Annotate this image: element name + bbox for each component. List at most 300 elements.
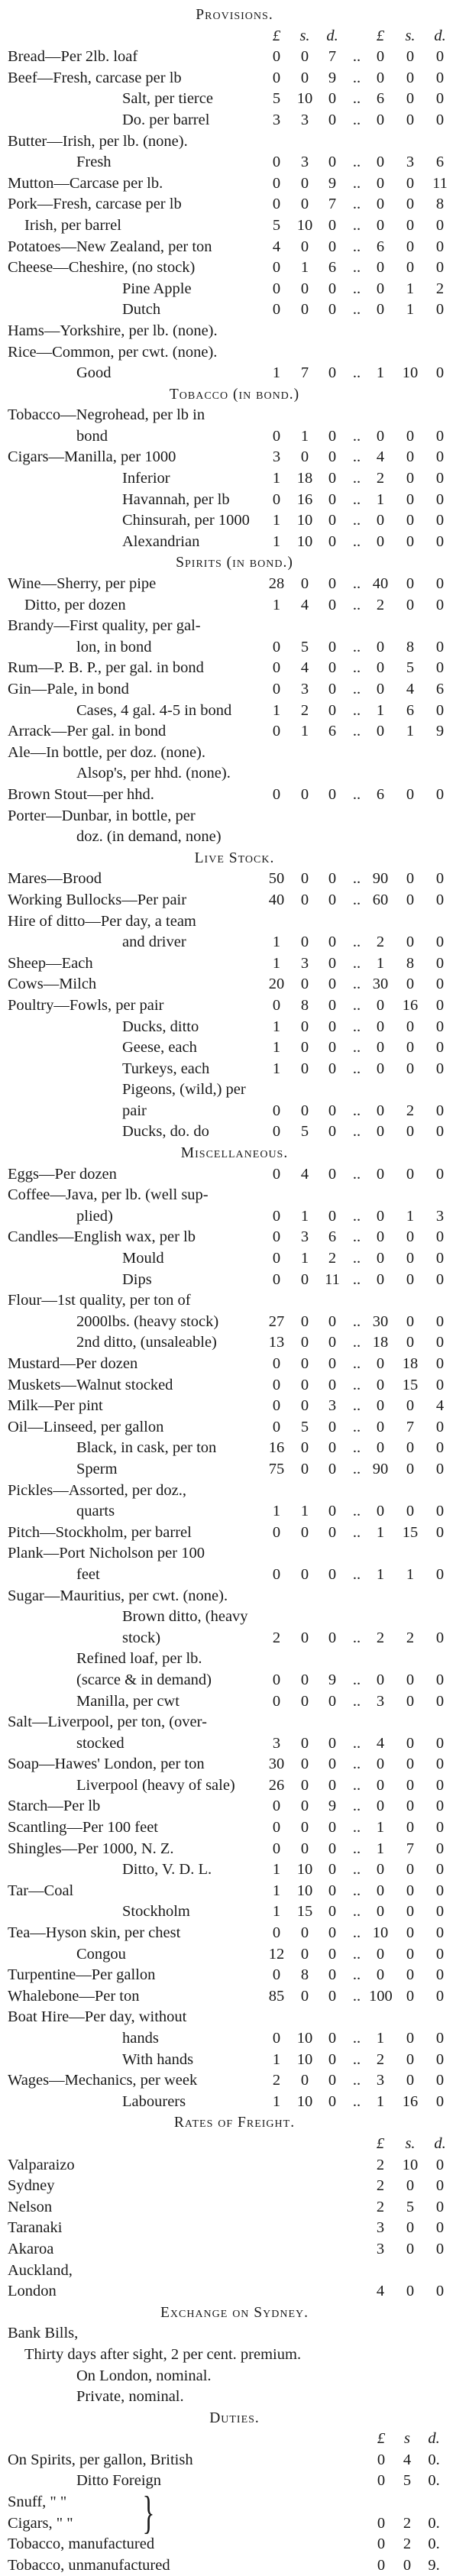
price-value: 0 <box>406 2030 415 2047</box>
price-value: 2 <box>376 2156 385 2173</box>
price-row <box>8 1375 461 1396</box>
price-value: 0 <box>406 1671 415 1688</box>
price-row <box>8 574 461 595</box>
row-label: Black, in cask, per ton <box>76 1439 217 1457</box>
price-row <box>8 1459 461 1481</box>
price-row <box>8 1270 461 1291</box>
duty-value: 0 <box>377 2451 386 2468</box>
price-row <box>8 1121 461 1143</box>
price-value: 0 <box>300 1460 309 1477</box>
price-row <box>8 1775 461 1797</box>
row-label: Chinsurah, per 1000 <box>122 512 250 529</box>
price-row <box>8 1901 461 1923</box>
price-value: 100 <box>369 1987 393 2005</box>
price-value: 1 <box>376 2030 385 2047</box>
price-value: 1 <box>272 1903 281 1921</box>
price-value: 0 <box>328 1924 337 1942</box>
range-separator: .. <box>352 1503 361 1520</box>
price-value: 0 <box>435 1798 445 1815</box>
price-value: 0 <box>406 1060 415 1077</box>
price-value: 0 <box>376 1776 385 1794</box>
price-value: 20 <box>268 976 285 993</box>
price-value: 1 <box>272 470 281 487</box>
price-value: 0 <box>328 891 337 908</box>
range-separator: .. <box>352 996 361 1014</box>
price-value: 1 <box>272 1060 281 1077</box>
price-value: 0 <box>376 1355 385 1372</box>
section-title: Exchange on Sydney. <box>160 2304 309 2321</box>
price-row <box>8 1037 461 1059</box>
price-value: 0 <box>300 1840 309 1857</box>
price-value: 0 <box>376 1756 385 1773</box>
duty-value: 0 <box>377 2536 386 2553</box>
price-row <box>8 321 461 342</box>
price-value: 0 <box>435 638 445 655</box>
row-label: 2nd ditto, (unsaleable) <box>76 1334 217 1351</box>
range-separator: .. <box>352 1819 361 1837</box>
price-value: 0 <box>435 1840 445 1857</box>
duty-label: Tobacco, unmanufactured <box>8 2556 170 2574</box>
price-value: 0 <box>435 1966 445 1984</box>
price-value: 1 <box>300 1503 309 1520</box>
price-value: 0 <box>406 976 415 993</box>
price-value: 0 <box>328 870 337 888</box>
price-value: 0 <box>376 1270 385 1288</box>
row-label: Sydney <box>8 2177 55 2195</box>
price-value: 0 <box>328 1018 337 1035</box>
row-label: Whalebone—Per ton <box>8 1987 140 2005</box>
price-value: 0 <box>406 532 415 550</box>
price-row <box>8 1227 461 1248</box>
price-value: 0 <box>272 301 281 319</box>
price-value: 3 <box>376 2219 385 2237</box>
price-value: 0 <box>328 659 337 677</box>
price-value: 1 <box>272 2092 281 2110</box>
duty-value: 0. <box>428 2451 440 2468</box>
price-row <box>8 2007 461 2028</box>
price-row <box>8 257 461 279</box>
price-value: 16 <box>402 996 419 1014</box>
price-value: 0 <box>272 280 281 297</box>
price-value: 1 <box>376 2092 385 2110</box>
price-row <box>8 299 461 321</box>
price-value: 10 <box>296 90 313 108</box>
row-label: Do. per barrel <box>122 111 210 128</box>
price-value: 9 <box>435 723 445 740</box>
price-value: 5 <box>300 1123 309 1141</box>
price-row <box>8 763 461 785</box>
price-value: 0 <box>328 2092 337 2110</box>
range-separator: .. <box>352 69 361 86</box>
row-label: Plank—Port Nicholson per 100 <box>8 1545 205 1562</box>
row-label: Manilla, per cwt <box>76 1692 180 1710</box>
price-value: 7 <box>328 48 337 66</box>
row-label: Inferior <box>122 470 170 487</box>
price-value: 0 <box>376 1228 385 1246</box>
row-label: Tobacco—Negrohead, per lb in <box>8 406 205 424</box>
price-value: 0 <box>328 2030 337 2047</box>
price-value: 5 <box>272 216 281 234</box>
price-value: 0 <box>435 2177 445 2195</box>
price-value: 1 <box>300 1207 309 1225</box>
price-value: 1 <box>300 1250 309 1267</box>
price-value: 10 <box>296 532 313 550</box>
price-value: 0 <box>406 575 415 593</box>
price-value: 0 <box>406 174 415 192</box>
price-value: 0 <box>406 891 415 908</box>
column-header <box>8 2134 461 2155</box>
price-value: 10 <box>296 2030 313 2047</box>
row-label: Brandy—First quality, per gal- <box>8 617 201 635</box>
price-value: 0 <box>406 1334 415 1351</box>
price-row <box>8 1017 461 1038</box>
price-row <box>8 1754 461 1775</box>
price-value: 0 <box>376 1945 385 1963</box>
price-value: 0 <box>376 512 385 529</box>
row-label: Labourers <box>122 2092 186 2110</box>
price-value: 0 <box>328 1565 337 1583</box>
duty-label: Cigars, " " <box>8 2514 73 2532</box>
price-row <box>8 2239 461 2260</box>
price-value: 0 <box>272 69 281 86</box>
price-value: 0 <box>376 1102 385 1119</box>
price-value: 0 <box>376 154 385 171</box>
price-value: 7 <box>406 1418 415 1435</box>
section-title: Live Stock. <box>194 849 275 866</box>
price-row <box>8 1923 461 1944</box>
price-value: 0 <box>272 48 281 66</box>
price-value: 0 <box>272 174 281 192</box>
price-value: 0 <box>406 1250 415 1267</box>
price-value: 1 <box>300 723 309 740</box>
price-value: 0 <box>272 1924 281 1942</box>
range-separator: .. <box>352 90 361 108</box>
price-value: 0 <box>272 1376 281 1393</box>
price-value: 6 <box>376 90 385 108</box>
price-value: 0 <box>300 785 309 803</box>
price-row <box>8 2070 461 2092</box>
price-row <box>8 1565 461 1586</box>
price-value: 27 <box>268 1312 285 1330</box>
price-value: 0 <box>435 1228 445 1246</box>
price-value: 0 <box>435 575 445 593</box>
row-label: Cows—Milch <box>8 976 97 993</box>
row-label: Pork—Fresh, carcase per lb <box>8 196 182 213</box>
row-label: Geese, each <box>122 1039 197 1057</box>
row-label: Shingles—Per 1000, N. Z. <box>8 1840 174 1857</box>
price-value: 0 <box>406 1776 415 1794</box>
row-label: Brown ditto, (heavy <box>122 1608 248 1626</box>
range-separator: .. <box>352 1355 361 1372</box>
price-row <box>8 1079 461 1101</box>
range-separator: .. <box>352 723 361 740</box>
price-value: 1 <box>272 2050 281 2068</box>
row-label: Dutch <box>122 301 161 319</box>
price-value: 0 <box>328 1312 337 1330</box>
price-row <box>8 1312 461 1333</box>
price-row <box>8 1523 461 1544</box>
price-value: 0 <box>435 1165 445 1183</box>
price-value: 0 <box>406 1756 415 1773</box>
price-value: 0 <box>376 1671 385 1688</box>
range-separator: .. <box>352 154 361 171</box>
price-value: 0 <box>376 1207 385 1225</box>
price-row <box>8 974 461 995</box>
price-value: 1 <box>376 1840 385 1857</box>
price-value: 0 <box>272 1250 281 1267</box>
price-row <box>8 1691 461 1713</box>
price-value: 8 <box>406 638 415 655</box>
price-value: 0 <box>376 1439 385 1457</box>
row-label: Rum—P. B. P., per gal. in bond <box>8 659 204 677</box>
price-value: 0 <box>300 448 309 466</box>
price-row <box>8 237 461 258</box>
range-separator: .. <box>352 490 361 508</box>
price-value: 0 <box>435 1250 445 1267</box>
price-value: 5 <box>406 2198 415 2215</box>
range-separator: .. <box>352 1945 361 1963</box>
price-value: 0 <box>435 448 445 466</box>
price-value: 0 <box>435 2092 445 2110</box>
range-separator: .. <box>352 1460 361 1477</box>
price-value: 0 <box>272 154 281 171</box>
price-value: 0 <box>435 976 445 993</box>
row-label: Alsop's, per hhd. (none). <box>76 765 231 782</box>
range-separator: .. <box>352 891 361 908</box>
price-value: 30 <box>372 976 389 993</box>
price-value: 0 <box>435 785 445 803</box>
price-value: 0 <box>376 532 385 550</box>
price-value: 0 <box>272 196 281 213</box>
price-value: 0 <box>300 1776 309 1794</box>
price-value: 0 <box>328 1987 337 2005</box>
price-value: 0 <box>272 1207 281 1225</box>
row-label: Eggs—Per dozen <box>8 1165 117 1183</box>
price-row <box>8 1649 461 1670</box>
price-row <box>8 595 461 616</box>
price-value: 0 <box>300 174 309 192</box>
price-value: 2 <box>272 1629 281 1646</box>
price-value: 0 <box>376 659 385 677</box>
price-value: 4 <box>300 596 309 613</box>
duties-header-cell: d. <box>428 2430 440 2448</box>
row-label: Taranaki <box>8 2219 63 2237</box>
row-label: Pine Apple <box>122 280 192 297</box>
range-separator: .. <box>352 174 361 192</box>
price-value: 0 <box>328 280 337 297</box>
row-label: feet <box>76 1565 100 1583</box>
range-separator: .. <box>352 2092 361 2110</box>
price-value: 0 <box>406 69 415 86</box>
price-value: 0 <box>406 934 415 951</box>
price-value: 0 <box>435 48 445 66</box>
range-separator: .. <box>352 681 361 697</box>
price-row <box>8 1248 461 1270</box>
price-row <box>8 890 461 911</box>
row-label: With hands <box>122 2050 194 2068</box>
price-value: 3 <box>272 111 281 128</box>
price-value: 1 <box>272 596 281 613</box>
price-value: 13 <box>268 1334 285 1351</box>
duty-value: 0 <box>377 2556 386 2574</box>
price-value: 0 <box>376 259 385 277</box>
price-value: 0 <box>272 1397 281 1415</box>
price-row <box>8 1628 461 1649</box>
row-label: Hams—Yorkshire, per lb. (none). <box>8 322 218 339</box>
range-separator: .. <box>352 1629 361 1646</box>
price-value: 5 <box>300 1418 309 1435</box>
price-row <box>8 2050 461 2071</box>
price-value: 0 <box>406 259 415 277</box>
range-separator: .. <box>352 1228 361 1246</box>
price-value: 1 <box>272 1018 281 1035</box>
price-value: 1 <box>272 1503 281 1520</box>
price-value: 0 <box>300 870 309 888</box>
price-value: 10 <box>402 364 419 382</box>
price-value: 0 <box>406 2283 415 2300</box>
price-value: 28 <box>268 575 285 593</box>
price-value: 0 <box>272 1355 281 1372</box>
section-title: Provisions. <box>196 7 273 23</box>
price-value: 0 <box>328 490 337 508</box>
price-row <box>8 110 461 131</box>
price-row <box>8 2176 461 2197</box>
range-separator: .. <box>352 1334 361 1351</box>
price-value: 0 <box>406 1903 415 1921</box>
price-value: 1 <box>406 280 415 297</box>
row-label: Boat Hire—Per day, without <box>8 2008 187 2026</box>
price-value: 0 <box>406 90 415 108</box>
duty-value: 0. <box>428 2536 440 2553</box>
price-value: 9 <box>328 1798 337 1815</box>
price-value: 0 <box>328 111 337 128</box>
price-value: 0 <box>406 490 415 508</box>
price-row <box>8 1881 461 1902</box>
duties-header-cell: s <box>404 2430 410 2448</box>
price-value: 1 <box>406 723 415 740</box>
price-value: 0 <box>328 1776 337 1794</box>
price-value: 0 <box>328 1523 337 1541</box>
price-row <box>8 2345 461 2366</box>
duty-value: 5 <box>403 2472 412 2490</box>
price-row <box>8 1712 461 1733</box>
price-value: 0 <box>328 1966 337 1984</box>
price-value: 1 <box>272 1861 281 1879</box>
price-value: 8 <box>300 1966 309 1984</box>
price-value: 0 <box>376 1903 385 1921</box>
row-label: Muskets—Walnut stocked <box>8 1376 173 1393</box>
price-value: 0 <box>435 659 445 677</box>
price-value: 2 <box>376 934 385 951</box>
price-value: 0 <box>272 1565 281 1583</box>
row-label: Candles—English wax, per lb <box>8 1228 196 1246</box>
price-value: 0 <box>300 1018 309 1035</box>
price-value: 0 <box>406 1165 415 1183</box>
price-value: 0 <box>435 1523 445 1541</box>
price-value: 0 <box>435 1439 445 1457</box>
price-value: 0 <box>406 1987 415 2005</box>
price-value: 0 <box>435 1776 445 1794</box>
price-value: 0 <box>272 259 281 277</box>
price-value: 0 <box>376 723 385 740</box>
price-value: 0 <box>376 1123 385 1141</box>
price-value: 0 <box>435 470 445 487</box>
price-value: 0 <box>328 976 337 993</box>
price-value: 0 <box>435 701 445 719</box>
price-row <box>8 173 461 195</box>
price-value: 2 <box>435 280 445 297</box>
price-value: 75 <box>268 1460 285 1477</box>
price-value: 2 <box>376 2198 385 2215</box>
price-value: 0 <box>376 48 385 66</box>
price-value: 0 <box>435 512 445 529</box>
price-value: 0 <box>435 427 445 445</box>
price-row <box>8 2323 461 2345</box>
price-value: 6 <box>328 1228 337 1246</box>
price-value: 6 <box>435 681 445 697</box>
price-value: 2 <box>272 2072 281 2089</box>
price-row <box>8 911 461 933</box>
price-value: 0 <box>300 301 309 319</box>
row-label: plied) <box>76 1207 113 1225</box>
price-value: 0 <box>328 470 337 487</box>
price-row <box>8 785 461 806</box>
duty-label: Ditto Foreign <box>76 2472 162 2490</box>
price-value: 50 <box>268 870 285 888</box>
price-value: 15 <box>402 1523 419 1541</box>
price-row <box>8 1986 461 2008</box>
price-row <box>8 1965 461 1986</box>
price-value: 0 <box>435 532 445 550</box>
price-value: 0 <box>300 1312 309 1330</box>
price-value: 0 <box>328 2072 337 2089</box>
range-separator: .. <box>352 1882 361 1899</box>
price-value: 85 <box>268 1987 285 2005</box>
row-label: Salt, per tierce <box>122 90 213 108</box>
price-value: 0 <box>406 1945 415 1963</box>
duty-value: 0 <box>377 2514 386 2532</box>
price-value: 0 <box>328 996 337 1014</box>
price-value: 0 <box>300 1945 309 1963</box>
price-value: 4 <box>406 681 415 697</box>
range-separator: .. <box>352 1376 361 1393</box>
price-value: 6 <box>328 723 337 740</box>
price-value: 0 <box>272 1966 281 1984</box>
range-separator: .. <box>352 1418 361 1435</box>
row-label: Akaroa <box>8 2240 54 2257</box>
range-separator: .. <box>352 638 361 655</box>
range-separator: .. <box>352 470 361 487</box>
row-label: Starch—Per lb <box>8 1798 101 1815</box>
price-value: 0 <box>406 2240 415 2257</box>
price-value: 0 <box>328 1945 337 1963</box>
range-separator: .. <box>352 1060 361 1077</box>
price-value: 0 <box>435 934 445 951</box>
price-row <box>8 1796 461 1817</box>
price-row <box>8 616 461 637</box>
row-label: doz. (in demand, none) <box>76 828 222 846</box>
range-separator: .. <box>352 934 361 951</box>
price-row <box>8 215 461 237</box>
price-value: 1 <box>272 532 281 550</box>
price-value: 0 <box>328 1207 337 1225</box>
price-value: 8 <box>435 196 445 213</box>
price-row <box>8 1501 461 1523</box>
price-value: 0 <box>435 1355 445 1372</box>
row-label: Valparaizo <box>8 2156 75 2173</box>
price-value: 0 <box>328 954 337 972</box>
price-value: 0 <box>376 1018 385 1035</box>
